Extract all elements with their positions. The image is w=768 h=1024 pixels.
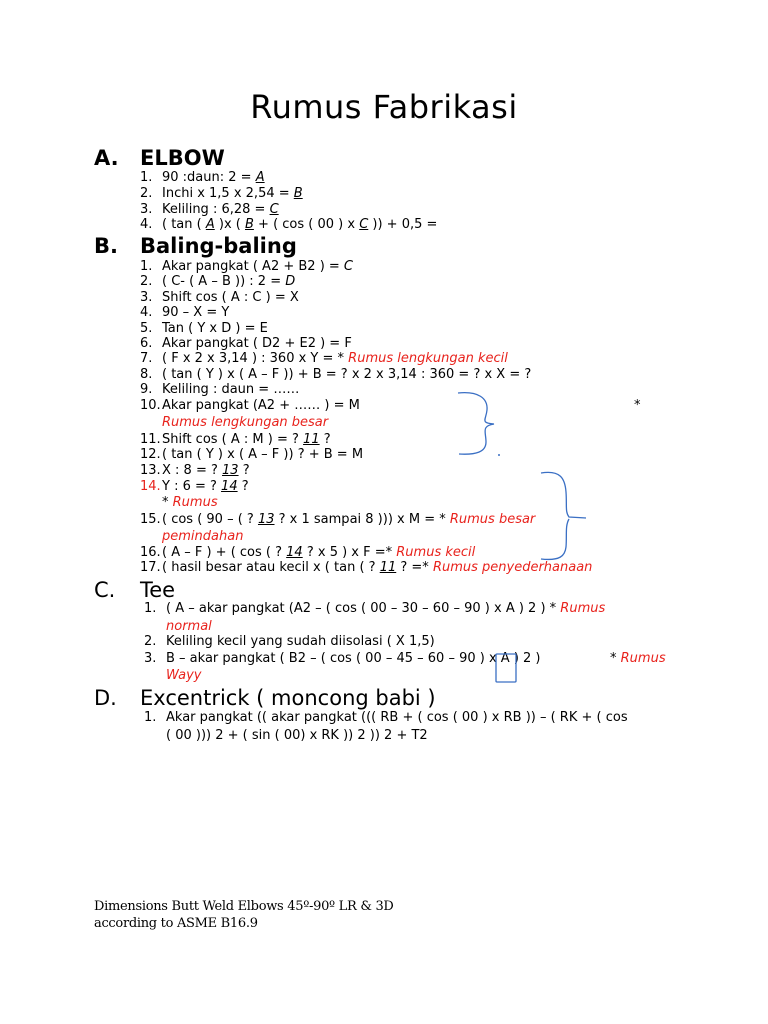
section-d-title: Excentrick ( moncong babi ) xyxy=(140,686,436,710)
section-a-title: ELBOW xyxy=(140,146,225,170)
page-title: Rumus Fabrikasi xyxy=(250,88,518,126)
formula-note: Rumus xyxy=(560,601,606,616)
footer-caption: Dimensions Butt Weld Elbows 45º-90º LR & 3D according to ASME B16.9 xyxy=(94,899,394,931)
section-b-letter: B. xyxy=(94,234,118,258)
formula-note: Rumus kecil xyxy=(396,545,476,560)
section-c-letter: C. xyxy=(94,578,116,602)
formula-note: Wayy xyxy=(166,668,202,683)
formula-note: Rumus lengkungan kecil xyxy=(348,351,508,366)
formula-note: Rumus besar xyxy=(449,512,536,527)
dot-mark xyxy=(498,454,500,456)
section-c-title: Tee xyxy=(140,578,176,602)
brace-annotation xyxy=(541,472,586,559)
section-b-title: Baling-baling xyxy=(140,234,297,258)
section-d-letter: D. xyxy=(94,686,117,710)
formula-note: pemindahan xyxy=(162,529,244,544)
formula-note: Rumus xyxy=(620,651,666,666)
formula-note: Rumus lengkungan besar xyxy=(162,415,329,430)
box-mark xyxy=(496,654,516,682)
formula-note: normal xyxy=(166,619,212,634)
section-a-letter: A. xyxy=(94,146,119,170)
formula-note: Rumus penyederhanaan xyxy=(432,560,593,575)
brace-annotation xyxy=(458,393,494,455)
formula-note: Rumus xyxy=(172,495,218,510)
